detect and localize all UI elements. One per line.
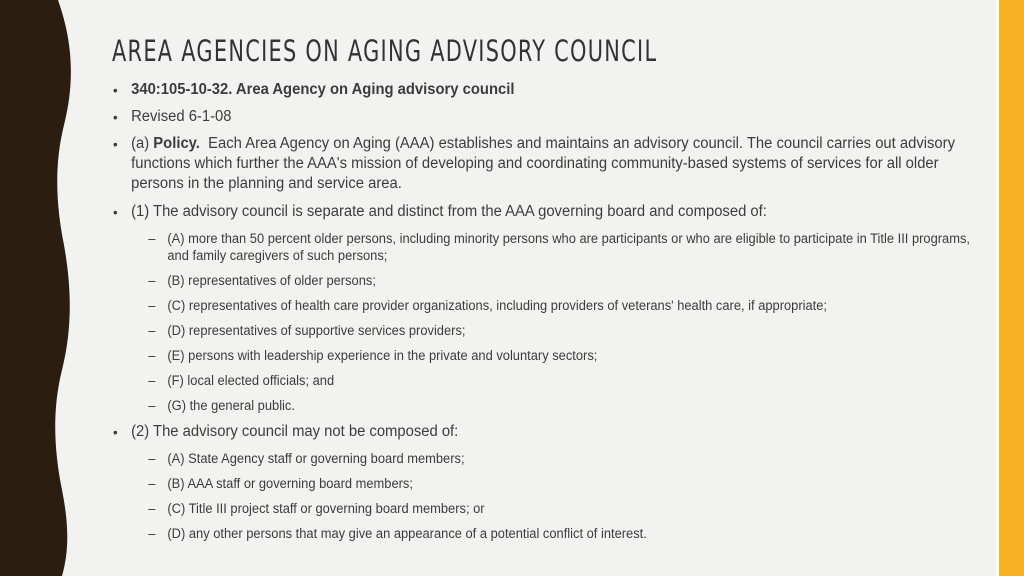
bullet-composed-of: • (1) The advisory council is separate and distinct from the AAA governing board and composed of: bbox=[112, 202, 972, 222]
sub-bullet-not-composed-c: – (C) Title III project staff or governing board members; or bbox=[112, 500, 979, 517]
rule-heading-text: 340:105-10-32. Area Agency on Aging advisory council bbox=[131, 81, 515, 98]
policy-prefix: (a) bbox=[131, 135, 154, 152]
policy-label: Policy. bbox=[153, 135, 200, 152]
left-wavy-border-decoration bbox=[0, 0, 80, 576]
sub-bullet-not-composed-a: – (A) State Agency staff or governing board members; bbox=[112, 450, 979, 467]
sub-bullet-composed-d: – (D) representatives of supportive services providers; bbox=[112, 322, 979, 339]
sub-bullet-not-composed-d: – (D) any other persons that may give an appearance of a potential conflict of interest. bbox=[112, 525, 979, 542]
sub-bullet-composed-e: – (E) persons with leadership experience in the private and voluntary sectors; bbox=[112, 347, 979, 364]
bullet-not-composed-of: • (2) The advisory council may not be composed of: bbox=[112, 422, 972, 442]
sub-bullet-composed-c: – (C) representatives of health care provider organizations, including providers of veterans' health care, if appropriate; bbox=[112, 297, 979, 314]
slide-title: AREA AGENCIES ON AGING ADVISORY COUNCIL bbox=[112, 34, 658, 68]
sub-bullet-composed-b: – (B) representatives of older persons; bbox=[112, 272, 979, 289]
sub-bullet-composed-g: – (G) the general public. bbox=[112, 397, 979, 414]
bullet-revised: • Revised 6-1-08 bbox=[112, 107, 972, 127]
wavy-band-shape bbox=[0, 0, 71, 576]
bullet-policy bbox=[112, 134, 972, 194]
slide-content bbox=[112, 80, 972, 542]
sub-bullet-composed-a: – (A) more than 50 percent older persons, including minority persons who are participants or who are eligible to participate in Title III programs, and family caregivers of such persons; bbox=[112, 230, 979, 264]
sub-bullet-not-composed-b: – (B) AAA staff or governing board members; bbox=[112, 475, 979, 492]
right-accent-bar bbox=[999, 0, 1024, 576]
policy-text: Each Area Agency on Aging (AAA) establishes and maintains an advisory council. The council carries out advisory functions which further the AAA's mission of developing and coordinating community-based systems of services for all older persons in the planning and service area. bbox=[131, 135, 960, 192]
sub-bullet-composed-f: – (F) local elected officials; and bbox=[112, 372, 979, 389]
bullet-rule-heading bbox=[112, 80, 972, 100]
